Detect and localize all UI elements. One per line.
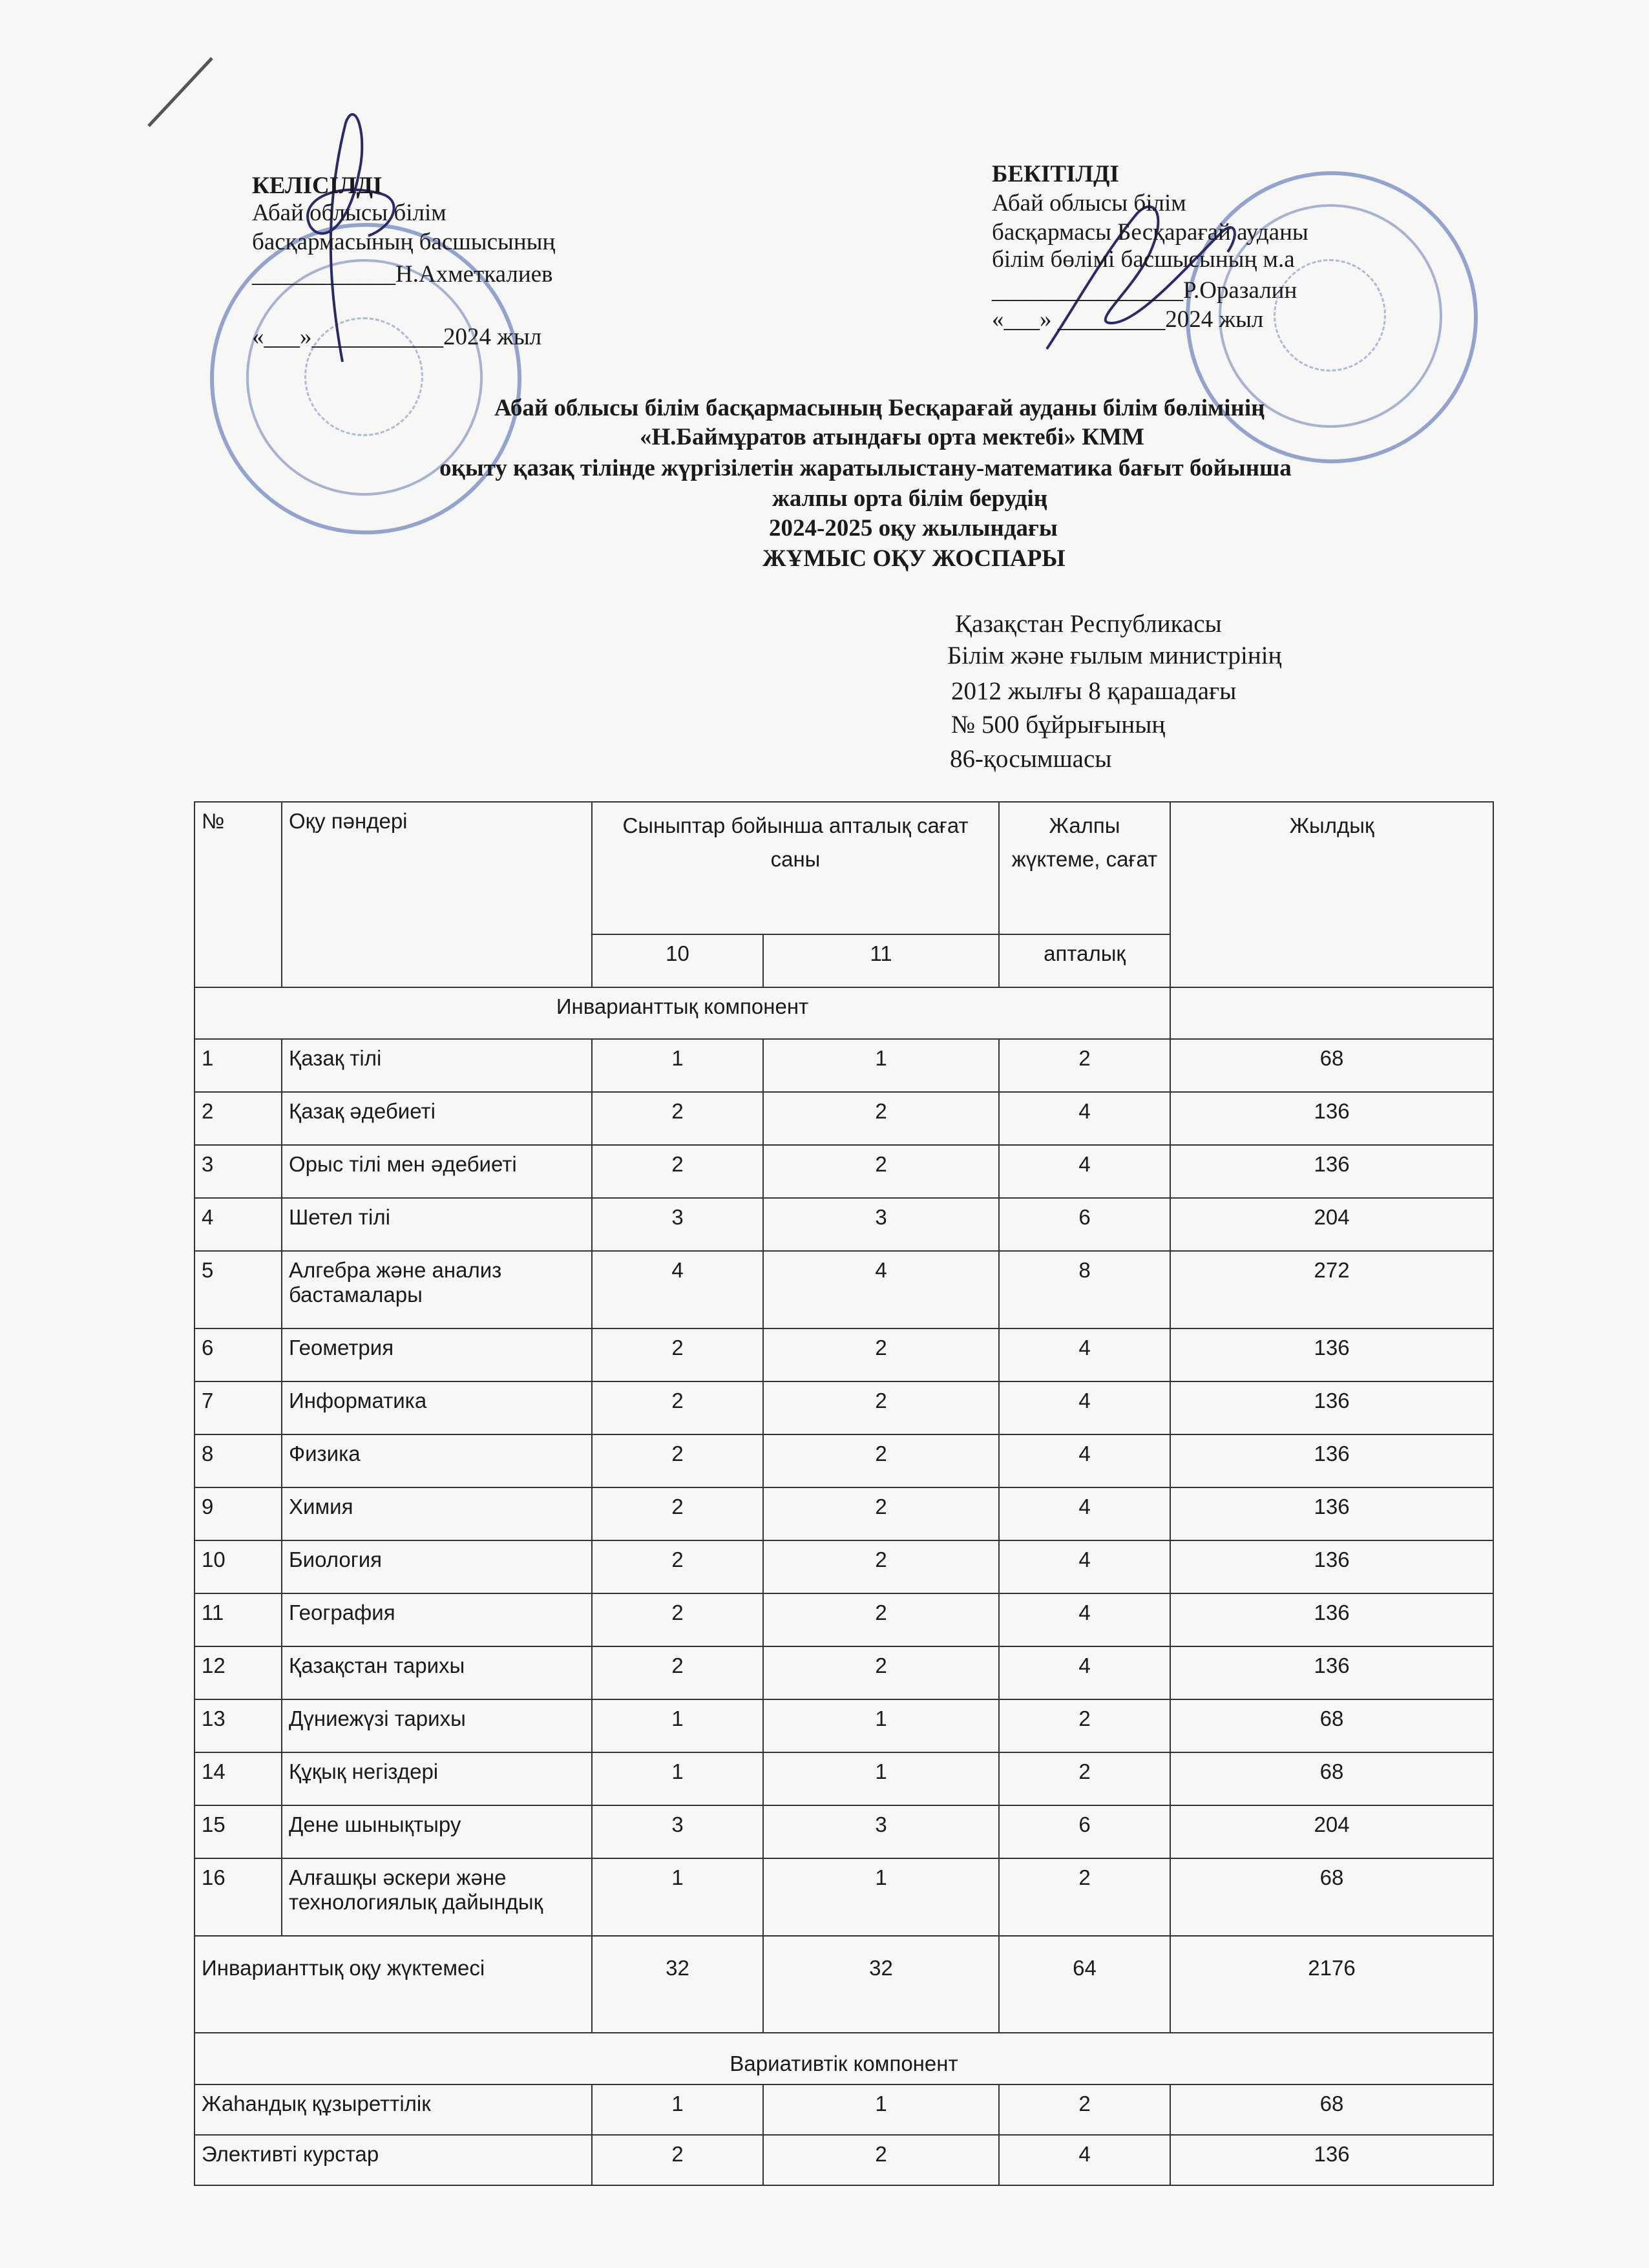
invariant-total-year: 2176 (1170, 1936, 1493, 2033)
row-number: 5 (194, 1251, 282, 1328)
row-subject: Орыс тілі мен әдебиеті (282, 1145, 592, 1198)
row-subject: Дүниежүзі тарихы (282, 1699, 592, 1752)
variative-label: Элективті курстар (194, 2135, 592, 2185)
row-grade-11: 1 (763, 1858, 999, 1936)
row-subject: Құқық негіздері (282, 1752, 592, 1805)
approval-left-line1: Абай облысы білім (252, 200, 446, 226)
row-grade-10: 2 (592, 1434, 763, 1487)
row-annual: 204 (1170, 1198, 1493, 1251)
row-annual: 136 (1170, 1487, 1493, 1540)
approval-left-line4: «___»___________2024 жыл (252, 324, 542, 350)
row-number: 8 (194, 1434, 282, 1487)
table-row (194, 1805, 1493, 1858)
table-row (194, 1328, 1493, 1381)
table-row (194, 1858, 1493, 1936)
row-subject: Қазақ әдебиеті (282, 1092, 592, 1145)
row-grade-11: 2 (763, 1434, 999, 1487)
row-subject: Химия (282, 1487, 592, 1540)
approval-left-line3: ____________Н.Ахметкалиев (252, 261, 553, 288)
row-annual: 136 (1170, 1593, 1493, 1646)
pen-stroke-mark (136, 52, 220, 136)
row-grade-11: 3 (763, 1198, 999, 1251)
row-number: 7 (194, 1381, 282, 1434)
row-weekly-total: 4 (999, 1540, 1170, 1593)
reference-line3: 2012 жылғы 8 қарашадағы (951, 677, 1237, 705)
row-annual: 136 (1170, 1328, 1493, 1381)
row-number: 11 (194, 1593, 282, 1646)
row-grade-11: 1 (763, 1699, 999, 1752)
row-grade-10: 2 (592, 1487, 763, 1540)
reference-line2: Білім және ғылым министрінің (947, 642, 1282, 669)
table-row (194, 1145, 1493, 1198)
row-weekly-total: 2 (999, 1752, 1170, 1805)
table-row (194, 1092, 1493, 1145)
row-grade-11: 4 (763, 1251, 999, 1328)
row-grade-11: 1 (763, 1752, 999, 1805)
heading-line4: жалпы орта білім берудің (772, 485, 1048, 512)
table-row (194, 1039, 1493, 1092)
heading-line3: оқыту қазақ тілінде жүргізілетін жаратылыстану-математика бағыт бойынша (439, 455, 1292, 481)
header-grade-11: 11 (763, 934, 999, 987)
row-subject: Қазақстан тарихы (282, 1646, 592, 1699)
header-grade-10: 10 (592, 934, 763, 987)
row-number: 13 (194, 1699, 282, 1752)
variative-year: 136 (1170, 2135, 1493, 2185)
approval-right-title: БЕКІТІЛДІ (992, 161, 1119, 187)
header-subjects: Оқу пәндері (282, 802, 592, 987)
row-weekly-total: 4 (999, 1145, 1170, 1198)
row-number: 14 (194, 1752, 282, 1805)
row-number: 15 (194, 1805, 282, 1858)
header-annual: Жылдық (1170, 802, 1493, 987)
row-subject: Дене шынықтыру (282, 1805, 592, 1858)
row-annual: 68 (1170, 1699, 1493, 1752)
approval-right-line2: басқармасы Бесқарағай ауданы (992, 219, 1308, 246)
approval-right-line5: «___» _________2024 жыл (992, 306, 1264, 333)
table-row (194, 1646, 1493, 1699)
row-annual: 204 (1170, 1805, 1493, 1858)
approval-left-title: КЕЛІСІЛДІ (252, 173, 383, 199)
row-weekly-total: 6 (999, 1198, 1170, 1251)
row-grade-10: 2 (592, 1646, 763, 1699)
row-grade-10: 3 (592, 1805, 763, 1858)
row-grade-10: 2 (592, 1328, 763, 1381)
row-annual: 136 (1170, 1540, 1493, 1593)
approval-right-line1: Абай облысы білім (992, 190, 1186, 216)
row-number: 16 (194, 1858, 282, 1936)
row-number: 12 (194, 1646, 282, 1699)
row-weekly-total: 4 (999, 1593, 1170, 1646)
row-subject: Физика (282, 1434, 592, 1487)
row-weekly-total: 4 (999, 1381, 1170, 1434)
row-weekly-total: 2 (999, 1858, 1170, 1936)
variative-year: 68 (1170, 2084, 1493, 2135)
variative-g11: 1 (763, 2084, 999, 2135)
row-grade-10: 2 (592, 1381, 763, 1434)
row-annual: 136 (1170, 1092, 1493, 1145)
row-annual: 68 (1170, 1039, 1493, 1092)
row-grade-11: 2 (763, 1092, 999, 1145)
curriculum-table (194, 801, 1494, 2186)
row-annual: 136 (1170, 1145, 1493, 1198)
approval-left-line2: басқармасының басшысының (252, 229, 556, 255)
row-annual: 272 (1170, 1251, 1493, 1328)
row-grade-11: 2 (763, 1145, 999, 1198)
row-annual: 68 (1170, 1752, 1493, 1805)
row-grade-11: 2 (763, 1646, 999, 1699)
row-subject: Геометрия (282, 1328, 592, 1381)
heading-line2: «Н.Баймұратов атындағы орта мектебі» КММ (640, 424, 1144, 450)
row-weekly-total: 4 (999, 1646, 1170, 1699)
row-subject: География (282, 1593, 592, 1646)
row-grade-10: 2 (592, 1145, 763, 1198)
row-number: 1 (194, 1039, 282, 1092)
variative-g10: 1 (592, 2084, 763, 2135)
row-annual: 68 (1170, 1858, 1493, 1936)
variative-g10: 2 (592, 2135, 763, 2185)
row-grade-11: 1 (763, 1039, 999, 1092)
row-number: 2 (194, 1092, 282, 1145)
invariant-total-row (194, 1936, 1493, 2033)
row-number: 9 (194, 1487, 282, 1540)
invariant-total-label: Инварианттық оқу жүктемесі (194, 1936, 592, 2033)
variative-row (194, 2135, 1493, 2185)
row-weekly-total: 4 (999, 1092, 1170, 1145)
variative-row (194, 2084, 1493, 2135)
row-grade-10: 4 (592, 1251, 763, 1328)
table-row (194, 1487, 1493, 1540)
row-grade-11: 2 (763, 1381, 999, 1434)
row-number: 6 (194, 1328, 282, 1381)
invariant-total-g11: 32 (763, 1936, 999, 2033)
row-grade-10: 2 (592, 1092, 763, 1145)
variative-label: Жаһандық құзыреттілік (194, 2084, 592, 2135)
variative-section-row (194, 2033, 1493, 2084)
row-grade-11: 2 (763, 1593, 999, 1646)
row-grade-11: 2 (763, 1540, 999, 1593)
row-number: 3 (194, 1145, 282, 1198)
variative-week: 4 (999, 2135, 1170, 2185)
table-row (194, 1198, 1493, 1251)
header-weekly-hours: Сыныптар бойынша апталық сағат саны (592, 802, 999, 934)
table-row (194, 1434, 1493, 1487)
row-grade-10: 1 (592, 1699, 763, 1752)
row-number: 10 (194, 1540, 282, 1593)
table-row (194, 1699, 1493, 1752)
header-num: № (194, 802, 282, 987)
variative-section-title: Вариативтік компонент (194, 2033, 1493, 2084)
invariant-rows (194, 1039, 1493, 1936)
invariant-section-row (194, 987, 1493, 1039)
header-weekly-total: апталық (999, 934, 1170, 987)
row-grade-10: 2 (592, 1540, 763, 1593)
row-grade-10: 1 (592, 1858, 763, 1936)
reference-line5: 86-қосымшасы (950, 745, 1112, 773)
row-weekly-total: 6 (999, 1805, 1170, 1858)
table-row (194, 1540, 1493, 1593)
document-title: ЖҰМЫС ОҚУ ЖОСПАРЫ (762, 545, 1066, 572)
row-subject: Алғашқы әскери және технологиялық дайындық (282, 1858, 592, 1936)
table-row (194, 1251, 1493, 1328)
row-weekly-total: 8 (999, 1251, 1170, 1328)
invariant-total-week: 64 (999, 1936, 1170, 2033)
row-weekly-total: 2 (999, 1039, 1170, 1092)
row-grade-10: 1 (592, 1752, 763, 1805)
table-row (194, 1593, 1493, 1646)
header-total-load: Жалпы жүктеме, сағат (999, 802, 1170, 934)
row-annual: 136 (1170, 1381, 1493, 1434)
row-number: 4 (194, 1198, 282, 1251)
heading-line1: Абай облысы білім басқармасының Бесқарағай ауданы білім бөлімінің (494, 395, 1265, 421)
row-subject: Информатика (282, 1381, 592, 1434)
row-weekly-total: 2 (999, 1699, 1170, 1752)
row-annual: 136 (1170, 1646, 1493, 1699)
row-grade-11: 3 (763, 1805, 999, 1858)
reference-line1: Қазақстан Республикасы (955, 610, 1222, 638)
row-subject: Алгебра және анализ бастамалары (282, 1251, 592, 1328)
row-subject: Қазақ тілі (282, 1039, 592, 1092)
row-weekly-total: 4 (999, 1434, 1170, 1487)
approval-right-line3: білім бөлімі басшысының м.а (992, 246, 1295, 273)
row-weekly-total: 4 (999, 1487, 1170, 1540)
row-grade-10: 1 (592, 1039, 763, 1092)
table-header-row (194, 802, 1493, 934)
reference-line4: № 500 бұйрығының (951, 711, 1166, 739)
row-grade-10: 2 (592, 1593, 763, 1646)
variative-g11: 2 (763, 2135, 999, 2185)
row-weekly-total: 4 (999, 1328, 1170, 1381)
row-subject: Шетел тілі (282, 1198, 592, 1251)
table-row (194, 1752, 1493, 1805)
variative-week: 2 (999, 2084, 1170, 2135)
invariant-section-title: Инварианттық компонент (194, 987, 1170, 1039)
row-grade-10: 3 (592, 1198, 763, 1251)
table-row (194, 1381, 1493, 1434)
invariant-total-g10: 32 (592, 1936, 763, 2033)
row-subject: Биология (282, 1540, 592, 1593)
row-annual: 136 (1170, 1434, 1493, 1487)
heading-line5: 2024-2025 оқу жылындағы (769, 515, 1058, 541)
row-grade-11: 2 (763, 1328, 999, 1381)
row-grade-11: 2 (763, 1487, 999, 1540)
approval-right-line4: ________________Р.Оразалин (992, 277, 1297, 304)
